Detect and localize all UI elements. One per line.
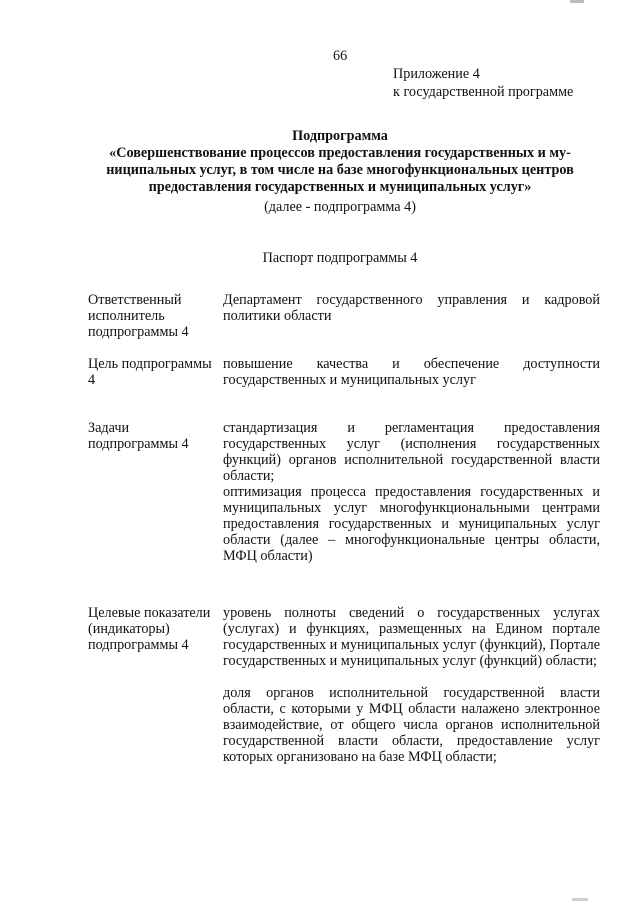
row-value bbox=[223, 356, 600, 388]
row-paragraph: Департамент государственного управления и кадровой политики области bbox=[223, 292, 600, 324]
row-label: Целевые показатели (индикаторы) подпрограммы 4 bbox=[88, 605, 211, 653]
row-value bbox=[223, 292, 600, 324]
row-paragraph: уровень полноты сведений о государственных услугах (услугах) и функциях, размещенных на Едином портале государственных и муниципальных услуг (функций), Портале государственных и муниципальных услуг (функций) области; bbox=[223, 605, 600, 669]
row-value bbox=[223, 420, 600, 564]
row-label: Цель подпрограммы 4 bbox=[88, 356, 212, 388]
page-number: 66 bbox=[333, 48, 348, 64]
row-paragraph: стандартизация и регламентация предоставления государственных услуг (исполнения государственных функций) органов исполнительной государственной власти области; bbox=[223, 420, 600, 484]
heading-title-line-3: предоставления государственных и муниципальных услуг» bbox=[148, 179, 532, 195]
row-paragraph: оптимизация процесса предоставления государственных и муниципальных услуг многофункциональными центрами предоставления государственных и муниципальных услуг области (далее – многофункциональные центры области, МФЦ области) bbox=[223, 484, 600, 564]
scan-mark bbox=[570, 0, 584, 3]
heading-title-line-2: ниципальных услуг, в том числе на базе многофункциональных центров bbox=[106, 162, 574, 178]
row-value bbox=[223, 605, 600, 765]
appendix-line-1: Приложение 4 bbox=[393, 66, 480, 82]
heading-title-line-1: «Совершенствование процессов предоставления государственных и му- bbox=[109, 145, 571, 161]
scan-mark bbox=[572, 898, 588, 901]
row-paragraph: повышение качества и обеспечение доступности государственных и муниципальных услуг bbox=[223, 356, 600, 388]
heading-note: (далее - подпрограмма 4) bbox=[264, 199, 416, 215]
subprogram-heading bbox=[80, 128, 600, 196]
row-label: Задачи подпрограммы 4 bbox=[88, 420, 189, 452]
appendix-note bbox=[393, 65, 603, 101]
row-paragraph: доля органов исполнительной государственной власти области, с которыми у МФЦ области налажено электронное взаимодействие, от общего числа органов исполнительной государственной власти области, предоставление услуг которых организовано на базе МФЦ области; bbox=[223, 685, 600, 765]
passport-title: Паспорт подпрограммы 4 bbox=[262, 250, 418, 266]
heading-kind: Подпрограмма bbox=[292, 128, 388, 144]
appendix-line-2: к государственной программе bbox=[393, 84, 574, 100]
row-label: Ответственный исполнитель подпрограммы 4 bbox=[88, 292, 189, 340]
